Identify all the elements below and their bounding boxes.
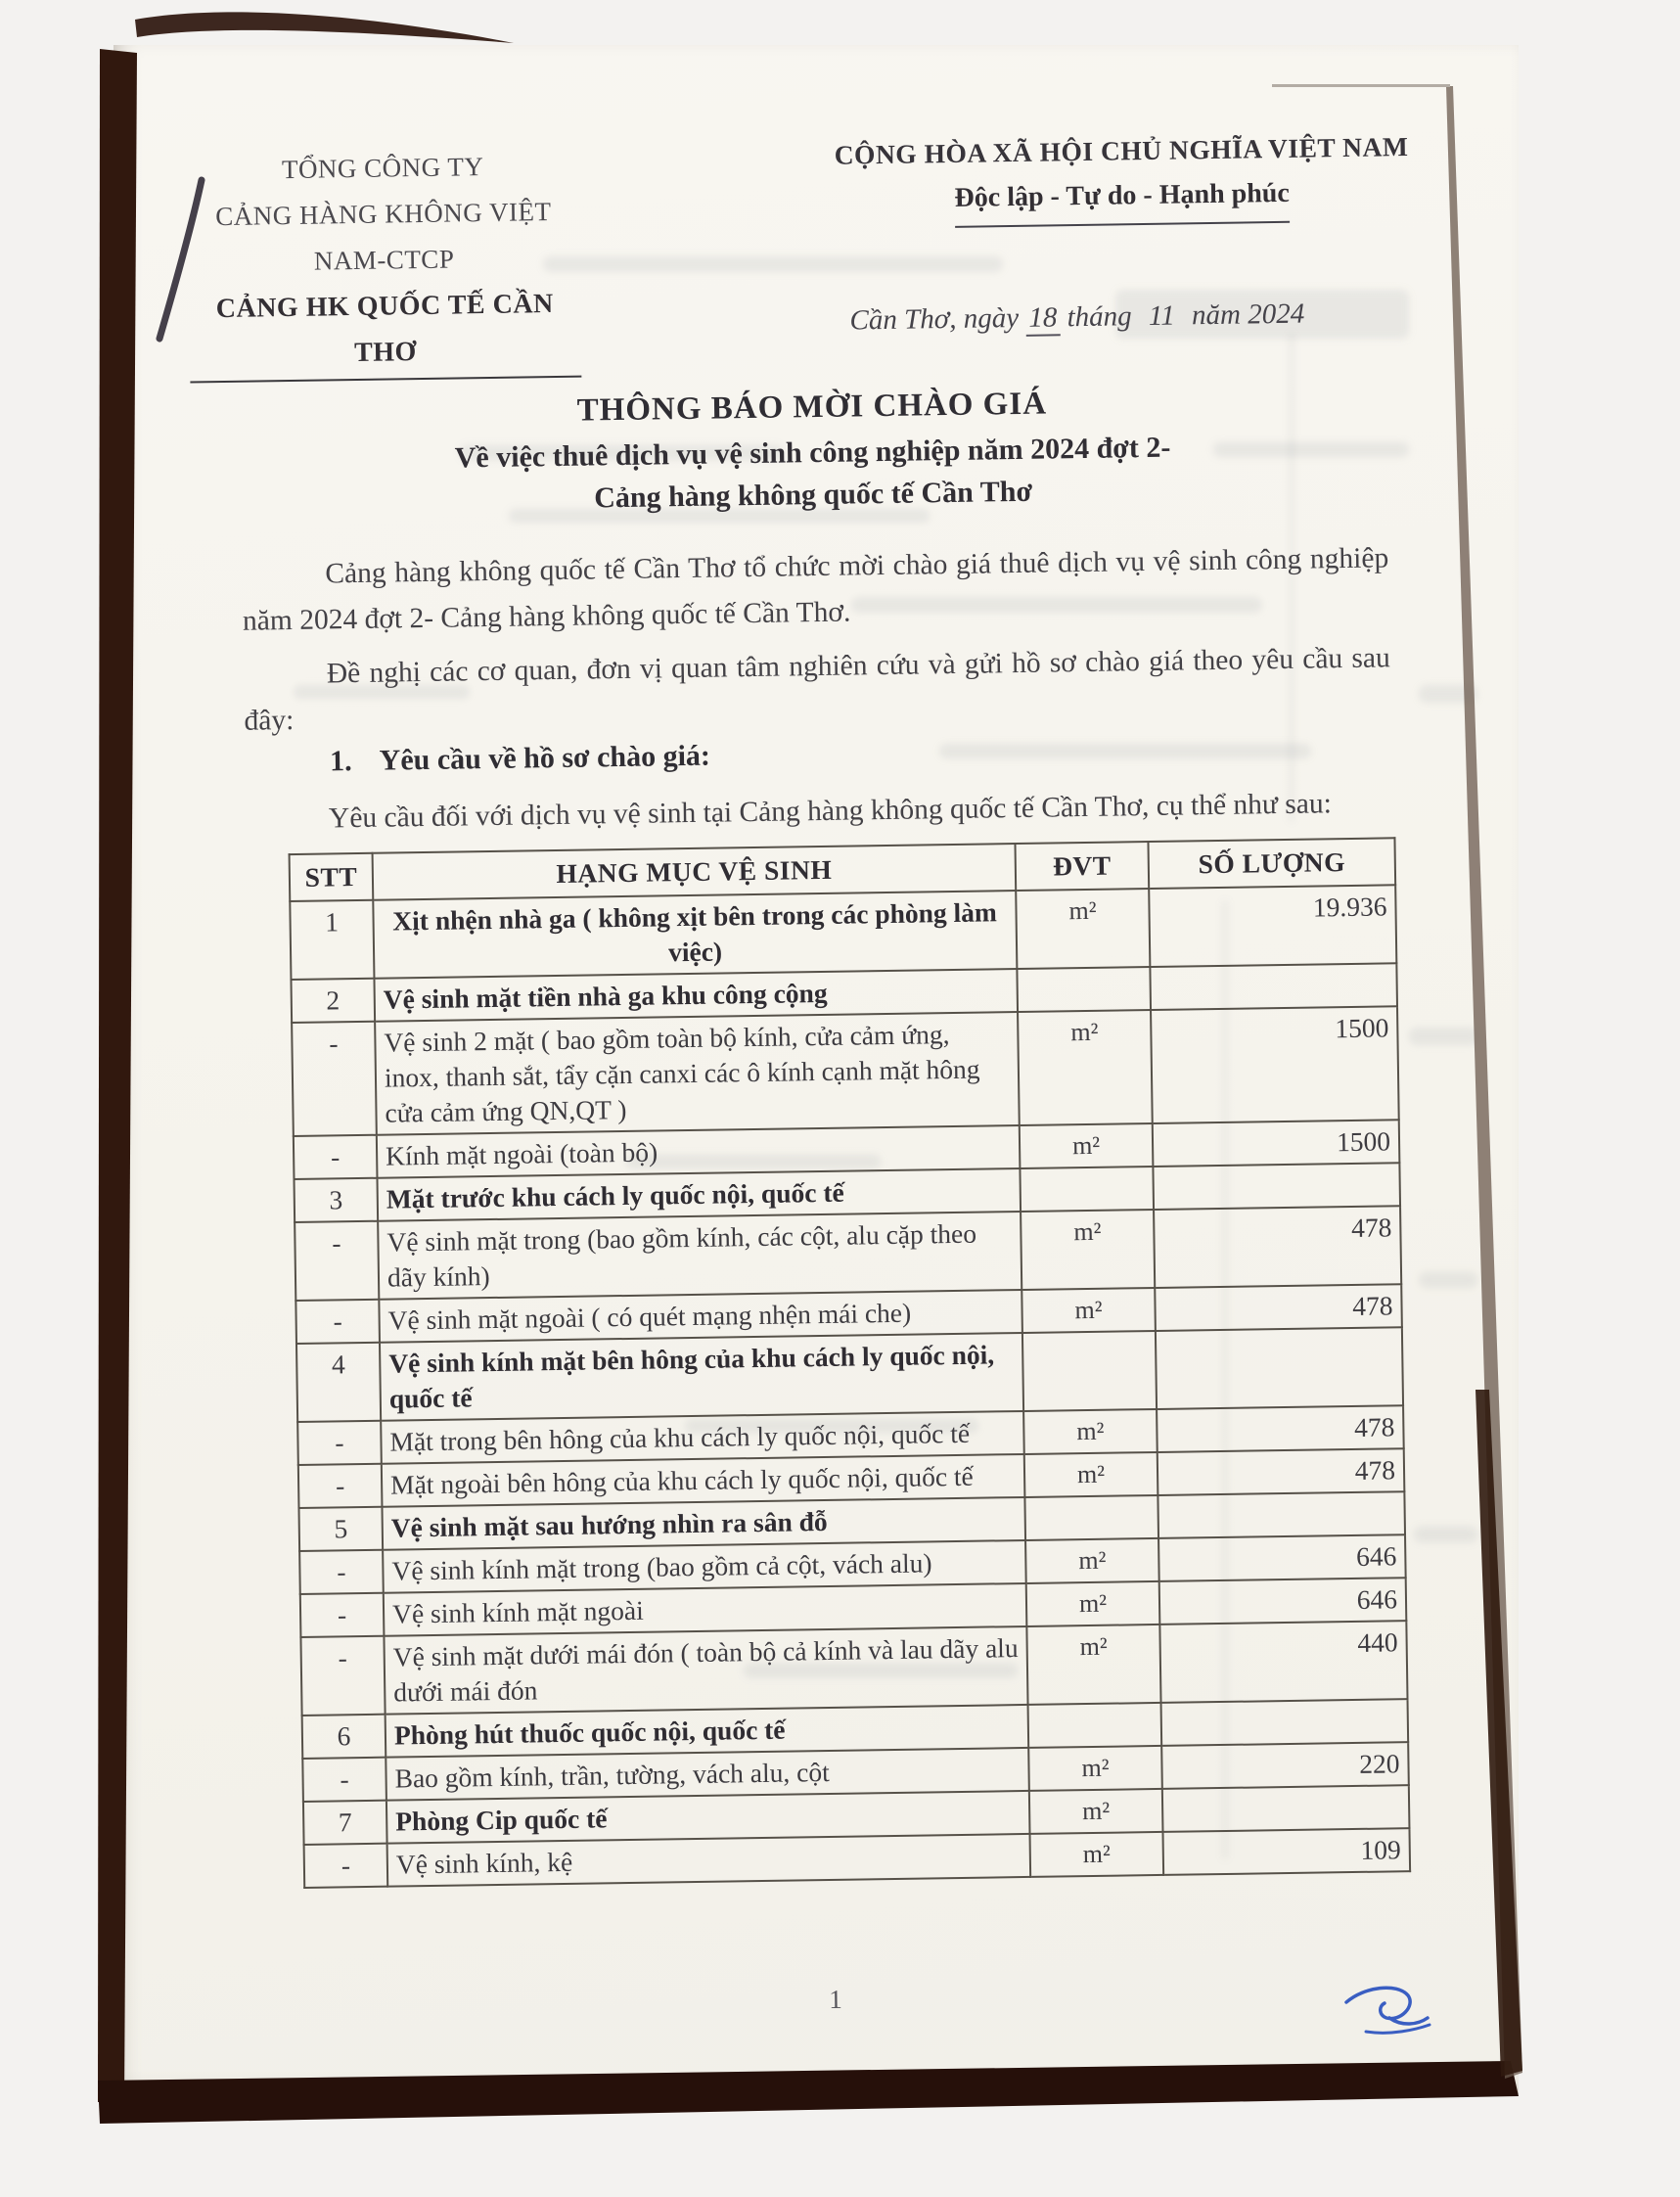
paragraph-scope: Yêu cầu đối với dịch vụ vệ sinh tại Cảng hàng không quốc tế Cần Thơ, cụ thể như sau: bbox=[328, 788, 1333, 835]
paragraph-request: Đề nghị các cơ quan, đơn vị quan tâm nghiên cứu và gửi hồ sơ chào giá theo yêu cầu sau đây: bbox=[244, 642, 1390, 737]
table-row: - Bao gồm kính, trần, tường, vách alu, cột m² 220 bbox=[302, 1742, 1409, 1802]
table-row: - Mặt ngoài bên hông của khu cách ly quốc nội, quốc tế m² 478 bbox=[298, 1448, 1405, 1508]
section-1-number: 1. bbox=[329, 745, 352, 778]
table-row: 3 Mặt trước khu cách ly quốc nội, quốc tế bbox=[294, 1163, 1400, 1222]
document-subtitle-line1: Về việc thuê dịch vụ vệ sinh công nghiệp năm 2024 đợt 2- bbox=[454, 431, 1171, 475]
republic-motto-line1: CỘNG HÒA XÃ HỘI CHỦ NGHĨA VIỆT NAM bbox=[834, 131, 1409, 170]
dateline bbox=[849, 297, 1417, 340]
col-header-item: HẠNG MỤC VỆ SINH bbox=[373, 844, 1017, 900]
republic-header-block bbox=[818, 124, 1426, 230]
org-header-block bbox=[187, 143, 582, 384]
dateline-day-handwritten: 18 bbox=[1025, 301, 1061, 337]
org-line-3: CẢNG HK QUỐC TẾ CẦN THƠ bbox=[189, 281, 581, 384]
dateline-suffix: năm 2024 bbox=[1191, 298, 1305, 332]
table-row: - Vệ sinh 2 mặt ( bao gồm toàn bộ kính, cửa cảm ứng, inox, thanh sắt, tẩy cặn canxi các ô kính cạnh mặt hông cửa cảm ứng QN,QT ) m² 1500 bbox=[292, 1006, 1399, 1136]
col-header-qty: SỐ LƯỢNG bbox=[1148, 838, 1395, 889]
table-row: - Vệ sinh kính mặt trong (bao gồm cả cột, vách alu) m² 646 bbox=[299, 1534, 1406, 1594]
dateline-prefix: Cần Thơ, ngày bbox=[849, 301, 1020, 337]
dateline-thang: tháng bbox=[1067, 300, 1132, 334]
table-row: - Mặt trong bên hông của khu cách ly quốc nội, quốc tế m² 478 bbox=[297, 1405, 1404, 1465]
table-row: 2 Vệ sinh mặt tiền nhà ga khu công cộng bbox=[291, 963, 1397, 1023]
requirements-table bbox=[289, 837, 1412, 1889]
col-header-dvt: ĐVT bbox=[1015, 842, 1149, 891]
table-row: - Vệ sinh kính mặt ngoài m² 646 bbox=[300, 1578, 1407, 1637]
table-row: - Vệ sinh mặt trong (bao gồm kính, các cột, alu cặp theo dãy kính) m² 478 bbox=[295, 1206, 1401, 1301]
republic-motto-line2: Độc lập - Tự do - Hạnh phúc bbox=[818, 169, 1426, 230]
table-row: 4 Vệ sinh kính mặt bên hông của khu cách ly quốc nội, quốc tế bbox=[296, 1327, 1403, 1422]
org-line-2: CẢNG HÀNG KHÔNG VIỆT NAM-CTCP bbox=[215, 197, 552, 276]
section-1-title: Yêu cầu về hồ sơ chào giá: bbox=[379, 739, 711, 777]
table-row: - Vệ sinh mặt ngoài ( có quét mạng nhện mái che) m² 478 bbox=[295, 1284, 1402, 1344]
document-title: THÔNG BÁO MỜI CHÀO GIÁ bbox=[576, 386, 1048, 429]
table-row: - Vệ sinh kính, kệ m² 109 bbox=[304, 1828, 1411, 1888]
org-line-1: TỔNG CÔNG TY bbox=[281, 152, 484, 185]
dateline-month-handwritten: 11 bbox=[1148, 299, 1175, 332]
table-row: 6 Phòng hút thuốc quốc nội, quốc tế bbox=[302, 1699, 1409, 1759]
page-number: 1 bbox=[829, 1984, 842, 2014]
table-row: - Kính mặt ngoài (toàn bộ) m² 1500 bbox=[294, 1120, 1400, 1179]
table-row: 7 Phòng Cip quốc tế m² bbox=[303, 1785, 1410, 1845]
table-row: 5 Vệ sinh mặt sau hướng nhìn ra sân đỗ bbox=[298, 1491, 1405, 1551]
table-row: 1 Xịt nhện nhà ga ( không xịt bên trong các phòng làm việc) m² 19.936 bbox=[290, 885, 1396, 980]
col-header-stt: STT bbox=[290, 853, 374, 901]
document-subtitle-line2: Cảng hàng không quốc tế Cần Thơ bbox=[594, 475, 1033, 515]
section-1-heading bbox=[330, 740, 710, 779]
paragraph-intro: Cảng hàng không quốc tế Cần Thơ tổ chức mời chào giá thuê dịch vụ vệ sinh công nghiệp năm 2024 đợt 2- Cảng hàng không quốc tế Cần Thơ. bbox=[242, 542, 1389, 637]
table-row: - Vệ sinh mặt dưới mái đón ( toàn bộ cả kính và lau dãy alu dưới mái đón m² 440 bbox=[300, 1621, 1407, 1716]
